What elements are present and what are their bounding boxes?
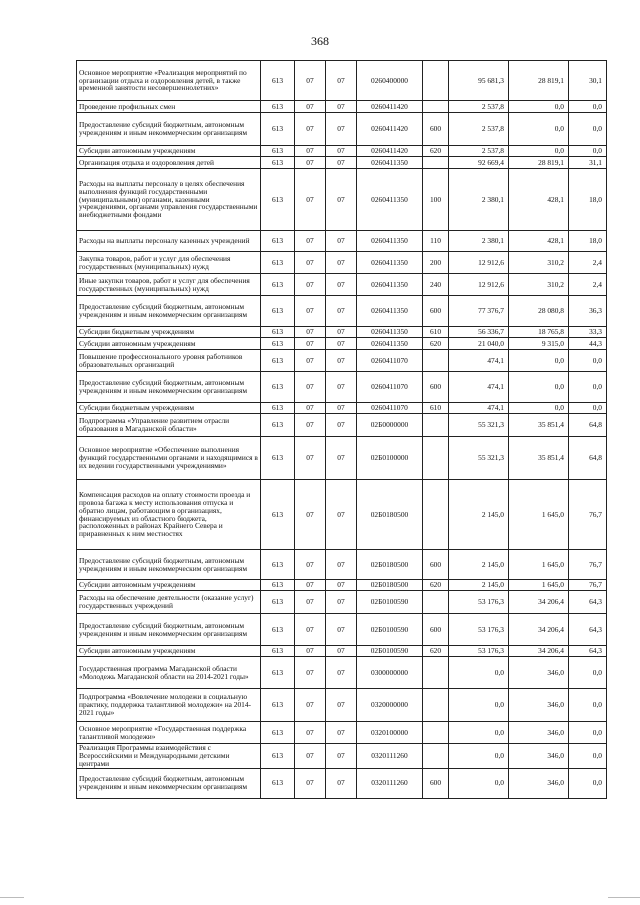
row-section-code: 07	[295, 768, 326, 798]
row-name: Предоставление субсидий бюджетным, автономным учреждениям и иным некоммерческим организациям	[77, 372, 261, 403]
row-amount-plan: 53 176,3	[449, 646, 509, 657]
row-amount-plan: 77 376,7	[449, 296, 509, 327]
row-percent: 64,3	[569, 646, 607, 657]
row-percent: 76,7	[569, 550, 607, 580]
row-ministry-code: 613	[261, 252, 295, 274]
row-amount-fact: 0,0	[509, 372, 569, 403]
table-row	[77, 146, 607, 157]
row-section-code: 07	[295, 744, 326, 769]
row-amount-fact: 346,0	[509, 744, 569, 769]
row-target-article: 0260411350	[357, 327, 423, 338]
row-name: Подпрограмма «Вовлечение молодежи в социальную практику, поддержка талантливой молодежи» на 2014-2021 годы»	[77, 689, 261, 722]
row-ministry-code: 613	[261, 146, 295, 157]
table-row	[77, 403, 607, 414]
table-row	[77, 61, 607, 101]
row-section-code: 07	[295, 689, 326, 722]
row-subsection-code: 07	[326, 580, 357, 591]
row-amount-fact: 35 851,4	[509, 437, 569, 480]
row-amount-fact: 0,0	[509, 350, 569, 372]
row-ministry-code: 613	[261, 550, 295, 580]
scan-edge-mark	[608, 897, 640, 898]
row-amount-fact: 0,0	[509, 403, 569, 414]
budget-table	[76, 60, 607, 799]
row-subsection-code: 07	[326, 113, 357, 146]
table-row	[77, 550, 607, 580]
row-expense-type	[423, 591, 449, 614]
table-row	[77, 274, 607, 296]
row-ministry-code: 613	[261, 580, 295, 591]
row-section-code: 07	[295, 296, 326, 327]
row-target-article: 0320111260	[357, 744, 423, 769]
row-percent: 0,0	[569, 146, 607, 157]
row-amount-fact: 346,0	[509, 722, 569, 744]
row-name: Проведение профильных смен	[77, 101, 261, 113]
row-amount-fact: 0,0	[509, 101, 569, 113]
row-expense-type: 200	[423, 252, 449, 274]
row-percent: 76,7	[569, 480, 607, 550]
row-name: Иные закупки товаров, работ и услуг для обеспечения государственных (муниципальных) нужд	[77, 274, 261, 296]
row-amount-fact: 0,0	[509, 113, 569, 146]
row-target-article: 0260411350	[357, 157, 423, 169]
row-name: Субсидии автономным учреждениям	[77, 146, 261, 157]
row-name: Предоставление субсидий бюджетным, автономным учреждениям и иным некоммерческим организациям	[77, 614, 261, 646]
row-name: Компенсация расходов на оплату стоимости проезда и провоза багажа к месту использования отпуска и обратно лицам, работающим в организациях, финансируемых из областного бюджета, расположенных в районах Крайнего Севера и приравненных к ним местностях	[77, 480, 261, 550]
row-expense-type: 600	[423, 768, 449, 798]
row-percent: 0,0	[569, 372, 607, 403]
row-name: Субсидии бюджетным учреждениям	[77, 403, 261, 414]
row-amount-plan: 474,1	[449, 350, 509, 372]
row-amount-plan: 2 145,0	[449, 580, 509, 591]
page-number: 368	[311, 34, 329, 48]
row-amount-fact: 310,2	[509, 252, 569, 274]
row-percent: 0,0	[569, 350, 607, 372]
row-name: Субсидии автономным учреждениям	[77, 580, 261, 591]
row-target-article: 02Б0180500	[357, 550, 423, 580]
row-section-code: 07	[295, 372, 326, 403]
row-name: Основное мероприятие «Реализация мероприятий по организации отдыха и оздоровления детей, в также временной занятости несовершеннолетних»	[77, 61, 261, 101]
row-amount-plan: 53 176,3	[449, 614, 509, 646]
row-ministry-code: 613	[261, 689, 295, 722]
row-amount-fact: 35 851,4	[509, 414, 569, 437]
row-expense-type: 600	[423, 372, 449, 403]
row-percent: 76,7	[569, 580, 607, 591]
row-percent: 0,0	[569, 403, 607, 414]
row-ministry-code: 613	[261, 113, 295, 146]
row-amount-plan: 21 040,0	[449, 338, 509, 350]
row-amount-fact: 310,2	[509, 274, 569, 296]
row-name: Субсидии автономным учреждениям	[77, 646, 261, 657]
row-ministry-code: 613	[261, 480, 295, 550]
row-amount-plan: 0,0	[449, 744, 509, 769]
row-percent: 0,0	[569, 113, 607, 146]
row-amount-fact: 28 819,1	[509, 157, 569, 169]
row-section-code: 07	[295, 657, 326, 689]
row-name: Расходы на выплаты персоналу в целях обеспечения выполнения функций государственными (муниципальными) органами, казенными учреждениями, органами управления государственными внебюджетными фондами	[77, 169, 261, 231]
row-amount-plan: 2 380,1	[449, 169, 509, 231]
row-percent: 0,0	[569, 689, 607, 722]
row-section-code: 07	[295, 157, 326, 169]
table-row	[77, 591, 607, 614]
row-amount-plan: 0,0	[449, 657, 509, 689]
row-subsection-code: 07	[326, 157, 357, 169]
row-percent: 33,3	[569, 327, 607, 338]
row-subsection-code: 07	[326, 614, 357, 646]
row-expense-type: 600	[423, 550, 449, 580]
row-target-article: 0260411350	[357, 274, 423, 296]
row-expense-type	[423, 480, 449, 550]
row-section-code: 07	[295, 252, 326, 274]
row-section-code: 07	[295, 113, 326, 146]
row-amount-plan: 55 321,3	[449, 437, 509, 480]
row-ministry-code: 613	[261, 657, 295, 689]
row-target-article: 02Б0100590	[357, 614, 423, 646]
table-row	[77, 722, 607, 744]
row-target-article: 0260400000	[357, 61, 423, 101]
row-subsection-code: 07	[326, 480, 357, 550]
row-name: Предоставление субсидий бюджетным, автономным учреждениям и иным некоммерческим организациям	[77, 768, 261, 798]
budget-table-body	[77, 61, 607, 799]
row-percent: 2,4	[569, 252, 607, 274]
row-section-code: 07	[295, 61, 326, 101]
row-name: Расходы на выплаты персоналу казенных учреждений	[77, 231, 261, 252]
row-percent: 0,0	[569, 657, 607, 689]
row-subsection-code: 07	[326, 350, 357, 372]
table-row	[77, 437, 607, 480]
row-subsection-code: 07	[326, 252, 357, 274]
row-percent: 30,1	[569, 61, 607, 101]
row-name: Субсидии бюджетным учреждениям	[77, 327, 261, 338]
row-subsection-code: 07	[326, 722, 357, 744]
row-subsection-code: 07	[326, 274, 357, 296]
table-row	[77, 113, 607, 146]
table-row	[77, 689, 607, 722]
table-row	[77, 580, 607, 591]
row-target-article: 0260411420	[357, 101, 423, 113]
table-row	[77, 296, 607, 327]
row-expense-type	[423, 61, 449, 101]
row-amount-fact: 346,0	[509, 689, 569, 722]
row-target-article: 0320000000	[357, 689, 423, 722]
row-expense-type: 240	[423, 274, 449, 296]
row-target-article: 02Б0180500	[357, 580, 423, 591]
row-target-article: 0260411350	[357, 338, 423, 350]
row-amount-plan: 2 380,1	[449, 231, 509, 252]
row-amount-plan: 92 669,4	[449, 157, 509, 169]
row-ministry-code: 613	[261, 744, 295, 769]
table-row	[77, 101, 607, 113]
row-ministry-code: 613	[261, 231, 295, 252]
row-target-article: 02Б0100590	[357, 591, 423, 614]
row-percent: 44,3	[569, 338, 607, 350]
table-row	[77, 657, 607, 689]
row-expense-type: 610	[423, 403, 449, 414]
row-name: Предоставление субсидий бюджетным, автономным учреждениям и иным некоммерческим организациям	[77, 550, 261, 580]
row-section-code: 07	[295, 101, 326, 113]
row-subsection-code: 07	[326, 657, 357, 689]
row-amount-plan: 474,1	[449, 403, 509, 414]
row-amount-plan: 12 912,6	[449, 252, 509, 274]
row-ministry-code: 613	[261, 169, 295, 231]
table-row	[77, 414, 607, 437]
row-percent: 0,0	[569, 101, 607, 113]
row-expense-type: 620	[423, 146, 449, 157]
row-percent: 64,8	[569, 414, 607, 437]
row-amount-fact: 34 206,4	[509, 614, 569, 646]
table-row	[77, 614, 607, 646]
row-subsection-code: 07	[326, 744, 357, 769]
row-section-code: 07	[295, 414, 326, 437]
row-amount-plan: 95 681,3	[449, 61, 509, 101]
row-percent: 2,4	[569, 274, 607, 296]
table-row	[77, 744, 607, 769]
row-amount-fact: 346,0	[509, 657, 569, 689]
row-percent: 31,1	[569, 157, 607, 169]
row-percent: 18,0	[569, 169, 607, 231]
row-subsection-code: 07	[326, 414, 357, 437]
row-subsection-code: 07	[326, 403, 357, 414]
row-section-code: 07	[295, 646, 326, 657]
row-target-article: 02Б0100000	[357, 437, 423, 480]
row-subsection-code: 07	[326, 231, 357, 252]
row-amount-fact: 28 819,1	[509, 61, 569, 101]
row-expense-type	[423, 101, 449, 113]
row-target-article: 02Б0100590	[357, 646, 423, 657]
row-expense-type	[423, 657, 449, 689]
row-percent: 0,0	[569, 744, 607, 769]
row-percent: 64,3	[569, 591, 607, 614]
table-row	[77, 327, 607, 338]
row-ministry-code: 613	[261, 768, 295, 798]
row-amount-fact: 34 206,4	[509, 591, 569, 614]
row-ministry-code: 613	[261, 591, 295, 614]
row-ministry-code: 613	[261, 61, 295, 101]
row-section-code: 07	[295, 169, 326, 231]
row-name: Государственная программа Магаданской области «Молодежь Магаданской области на 2014-2021 годы»	[77, 657, 261, 689]
row-subsection-code: 07	[326, 550, 357, 580]
row-amount-plan: 0,0	[449, 689, 509, 722]
row-target-article: 0260411350	[357, 169, 423, 231]
row-expense-type	[423, 414, 449, 437]
row-subsection-code: 07	[326, 61, 357, 101]
table-row	[77, 768, 607, 798]
row-amount-plan: 2 537,8	[449, 101, 509, 113]
row-subsection-code: 07	[326, 591, 357, 614]
row-percent: 0,0	[569, 722, 607, 744]
row-subsection-code: 07	[326, 101, 357, 113]
row-ministry-code: 613	[261, 101, 295, 113]
row-expense-type: 620	[423, 580, 449, 591]
row-expense-type: 600	[423, 614, 449, 646]
row-target-article: 0260411420	[357, 113, 423, 146]
row-amount-fact: 1 645,0	[509, 480, 569, 550]
table-row	[77, 350, 607, 372]
row-ministry-code: 613	[261, 414, 295, 437]
row-target-article: 0320100000	[357, 722, 423, 744]
row-ministry-code: 613	[261, 722, 295, 744]
row-amount-plan: 55 321,3	[449, 414, 509, 437]
row-percent: 36,3	[569, 296, 607, 327]
row-amount-plan: 0,0	[449, 768, 509, 798]
row-expense-type	[423, 744, 449, 769]
table-row	[77, 372, 607, 403]
row-section-code: 07	[295, 274, 326, 296]
row-ministry-code: 613	[261, 372, 295, 403]
row-target-article: 0260411350	[357, 252, 423, 274]
row-percent: 18,0	[569, 231, 607, 252]
row-section-code: 07	[295, 591, 326, 614]
row-subsection-code: 07	[326, 689, 357, 722]
row-amount-fact: 1 645,0	[509, 580, 569, 591]
row-name: Основное мероприятие «Обеспечение выполнения функций государственными органами и находящимися в их ведении государственными учреждениями»	[77, 437, 261, 480]
row-percent: 0,0	[569, 768, 607, 798]
row-expense-type: 110	[423, 231, 449, 252]
row-section-code: 07	[295, 580, 326, 591]
row-section-code: 07	[295, 231, 326, 252]
row-subsection-code: 07	[326, 338, 357, 350]
table-row	[77, 646, 607, 657]
row-expense-type	[423, 157, 449, 169]
row-ministry-code: 613	[261, 646, 295, 657]
row-subsection-code: 07	[326, 372, 357, 403]
row-target-article: 02Б0000000	[357, 414, 423, 437]
row-expense-type	[423, 350, 449, 372]
row-section-code: 07	[295, 437, 326, 480]
row-section-code: 07	[295, 722, 326, 744]
row-ministry-code: 613	[261, 157, 295, 169]
row-amount-fact: 428,1	[509, 231, 569, 252]
row-ministry-code: 613	[261, 437, 295, 480]
row-expense-type: 600	[423, 296, 449, 327]
row-target-article: 0320111260	[357, 768, 423, 798]
row-expense-type: 620	[423, 338, 449, 350]
row-amount-plan: 2 145,0	[449, 480, 509, 550]
row-amount-plan: 2 145,0	[449, 550, 509, 580]
row-subsection-code: 07	[326, 437, 357, 480]
row-name: Закупка товаров, работ и услуг для обеспечения государственных (муниципальных) нужд	[77, 252, 261, 274]
row-subsection-code: 07	[326, 768, 357, 798]
table-row	[77, 231, 607, 252]
table-row	[77, 338, 607, 350]
row-expense-type: 100	[423, 169, 449, 231]
row-section-code: 07	[295, 614, 326, 646]
row-name: Повышение профессионального уровня работников образовательных организаций	[77, 350, 261, 372]
row-amount-fact: 18 765,8	[509, 327, 569, 338]
row-amount-fact: 428,1	[509, 169, 569, 231]
row-name: Реализация Программы взаимодействия с Всероссийскими и Международными детскими центрами	[77, 744, 261, 769]
row-section-code: 07	[295, 403, 326, 414]
row-section-code: 07	[295, 146, 326, 157]
row-amount-plan: 56 336,7	[449, 327, 509, 338]
row-amount-plan: 2 537,8	[449, 113, 509, 146]
row-name: Предоставление субсидий бюджетным, автономным учреждениям и иным некоммерческим организациям	[77, 296, 261, 327]
table-row	[77, 169, 607, 231]
row-expense-type	[423, 722, 449, 744]
row-percent: 64,3	[569, 614, 607, 646]
row-target-article: 02Б0180500	[357, 480, 423, 550]
row-amount-plan: 53 176,3	[449, 591, 509, 614]
row-amount-plan: 474,1	[449, 372, 509, 403]
row-section-code: 07	[295, 480, 326, 550]
row-subsection-code: 07	[326, 146, 357, 157]
row-amount-plan: 2 537,8	[449, 146, 509, 157]
row-ministry-code: 613	[261, 327, 295, 338]
row-amount-fact: 0,0	[509, 146, 569, 157]
table-row	[77, 252, 607, 274]
table-row	[77, 157, 607, 169]
row-ministry-code: 613	[261, 274, 295, 296]
row-subsection-code: 07	[326, 646, 357, 657]
row-target-article: 0260411070	[357, 403, 423, 414]
row-target-article: 0260411350	[357, 231, 423, 252]
row-section-code: 07	[295, 327, 326, 338]
row-name: Субсидии автономным учреждениям	[77, 338, 261, 350]
row-expense-type: 620	[423, 646, 449, 657]
row-target-article: 0260411350	[357, 296, 423, 327]
row-amount-plan: 0,0	[449, 722, 509, 744]
row-amount-fact: 346,0	[509, 768, 569, 798]
row-amount-fact: 1 645,0	[509, 550, 569, 580]
row-target-article: 0260411070	[357, 372, 423, 403]
row-target-article: 0260411070	[357, 350, 423, 372]
row-name: Организация отдыха и оздоровления детей	[77, 157, 261, 169]
row-amount-fact: 34 206,4	[509, 646, 569, 657]
row-subsection-code: 07	[326, 296, 357, 327]
row-expense-type: 600	[423, 113, 449, 146]
table-row	[77, 480, 607, 550]
row-expense-type	[423, 689, 449, 722]
row-name: Предоставление субсидий бюджетным, автономным учреждениям и иным некоммерческим организациям	[77, 113, 261, 146]
row-amount-fact: 28 080,8	[509, 296, 569, 327]
row-name: Подпрограмма «Управление развитием отрасли образования в Магаданской области»	[77, 414, 261, 437]
row-ministry-code: 613	[261, 350, 295, 372]
row-ministry-code: 613	[261, 296, 295, 327]
row-expense-type: 610	[423, 327, 449, 338]
row-amount-plan: 12 912,6	[449, 274, 509, 296]
row-ministry-code: 613	[261, 614, 295, 646]
row-percent: 64,8	[569, 437, 607, 480]
row-section-code: 07	[295, 350, 326, 372]
row-name: Основное мероприятие «Государственная поддержка талантливой молодежи»	[77, 722, 261, 744]
row-ministry-code: 613	[261, 403, 295, 414]
row-expense-type	[423, 437, 449, 480]
row-ministry-code: 613	[261, 338, 295, 350]
row-subsection-code: 07	[326, 327, 357, 338]
row-section-code: 07	[295, 338, 326, 350]
row-amount-fact: 9 315,0	[509, 338, 569, 350]
row-section-code: 07	[295, 550, 326, 580]
row-target-article: 0300000000	[357, 657, 423, 689]
scan-edge-mark	[0, 897, 24, 898]
row-target-article: 0260411420	[357, 146, 423, 157]
row-subsection-code: 07	[326, 169, 357, 231]
row-name: Расходы на обеспечение деятельности (оказание услуг) государственных учреждений	[77, 591, 261, 614]
